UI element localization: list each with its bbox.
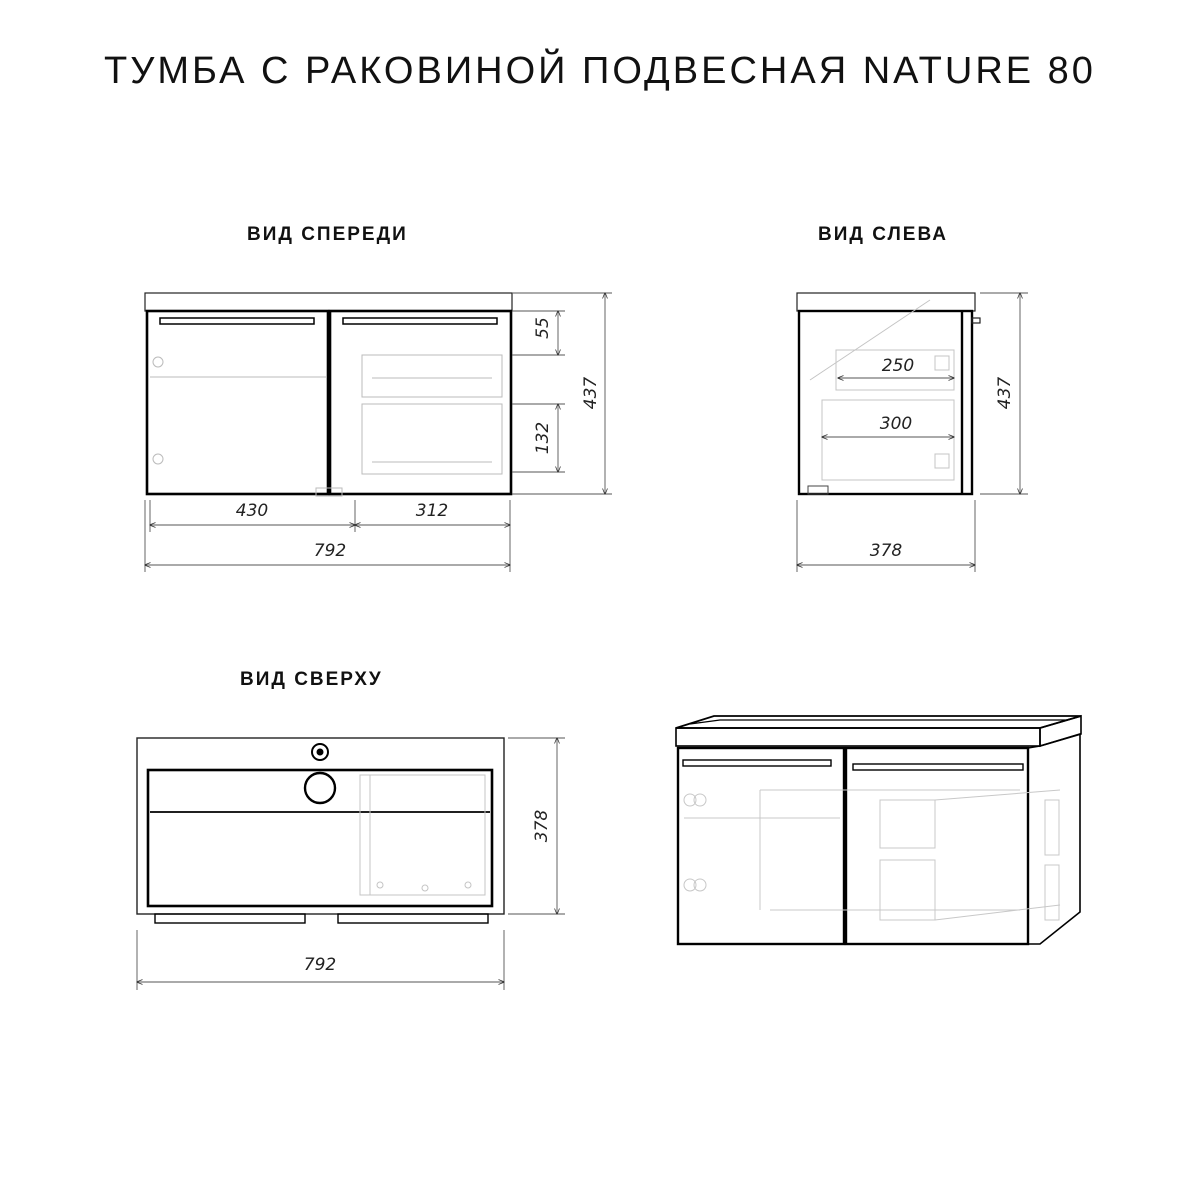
isometric-view (676, 716, 1081, 944)
top-right-handle (338, 914, 488, 923)
front-interior-lines (150, 355, 502, 496)
front-right-door (330, 311, 511, 494)
front-right-handle (343, 318, 497, 324)
dim-300: 300 (879, 414, 913, 434)
top-left-handle (155, 914, 305, 923)
iso-right-door (846, 748, 1028, 944)
dim-437-front: 437 (581, 376, 601, 410)
drain-hole (305, 773, 335, 803)
top-outline (137, 738, 504, 914)
front-left-handle (160, 318, 314, 324)
iso-left-door (678, 748, 844, 944)
dim-437-side: 437 (995, 376, 1015, 410)
dim-430: 430 (235, 501, 269, 521)
dim-792-top: 792 (303, 955, 337, 975)
top-view-label: ВИД СВЕРХУ (240, 669, 383, 690)
front-countertop (145, 293, 512, 311)
top-basin (148, 770, 492, 906)
top-view (137, 738, 565, 990)
dim-132: 132 (533, 421, 553, 455)
dim-378-top: 378 (532, 809, 552, 843)
iso-top-surface (676, 716, 1081, 728)
dim-378-side: 378 (869, 541, 903, 561)
dim-250: 250 (881, 356, 915, 376)
dim-792-front: 792 (313, 541, 347, 561)
drawing-title: ТУМБА С РАКОВИНОЙ ПОДВЕСНАЯ NATURE 80 (104, 50, 1096, 92)
front-view (145, 293, 612, 572)
left-view-label: ВИД СЛЕВА (818, 224, 948, 245)
left-view (797, 293, 1028, 572)
side-interior-lines (810, 300, 954, 480)
front-view-label: ВИД СПЕРЕДИ (247, 224, 408, 245)
iso-left-handle (683, 760, 831, 766)
side-countertop (797, 293, 975, 311)
dim-312: 312 (415, 501, 449, 521)
side-body (799, 311, 972, 494)
front-left-door (147, 311, 328, 494)
iso-countertop-front (676, 728, 1040, 746)
dim-55: 55 (533, 317, 553, 339)
iso-interior-lines (684, 790, 1060, 920)
iso-right-handle (853, 764, 1023, 770)
